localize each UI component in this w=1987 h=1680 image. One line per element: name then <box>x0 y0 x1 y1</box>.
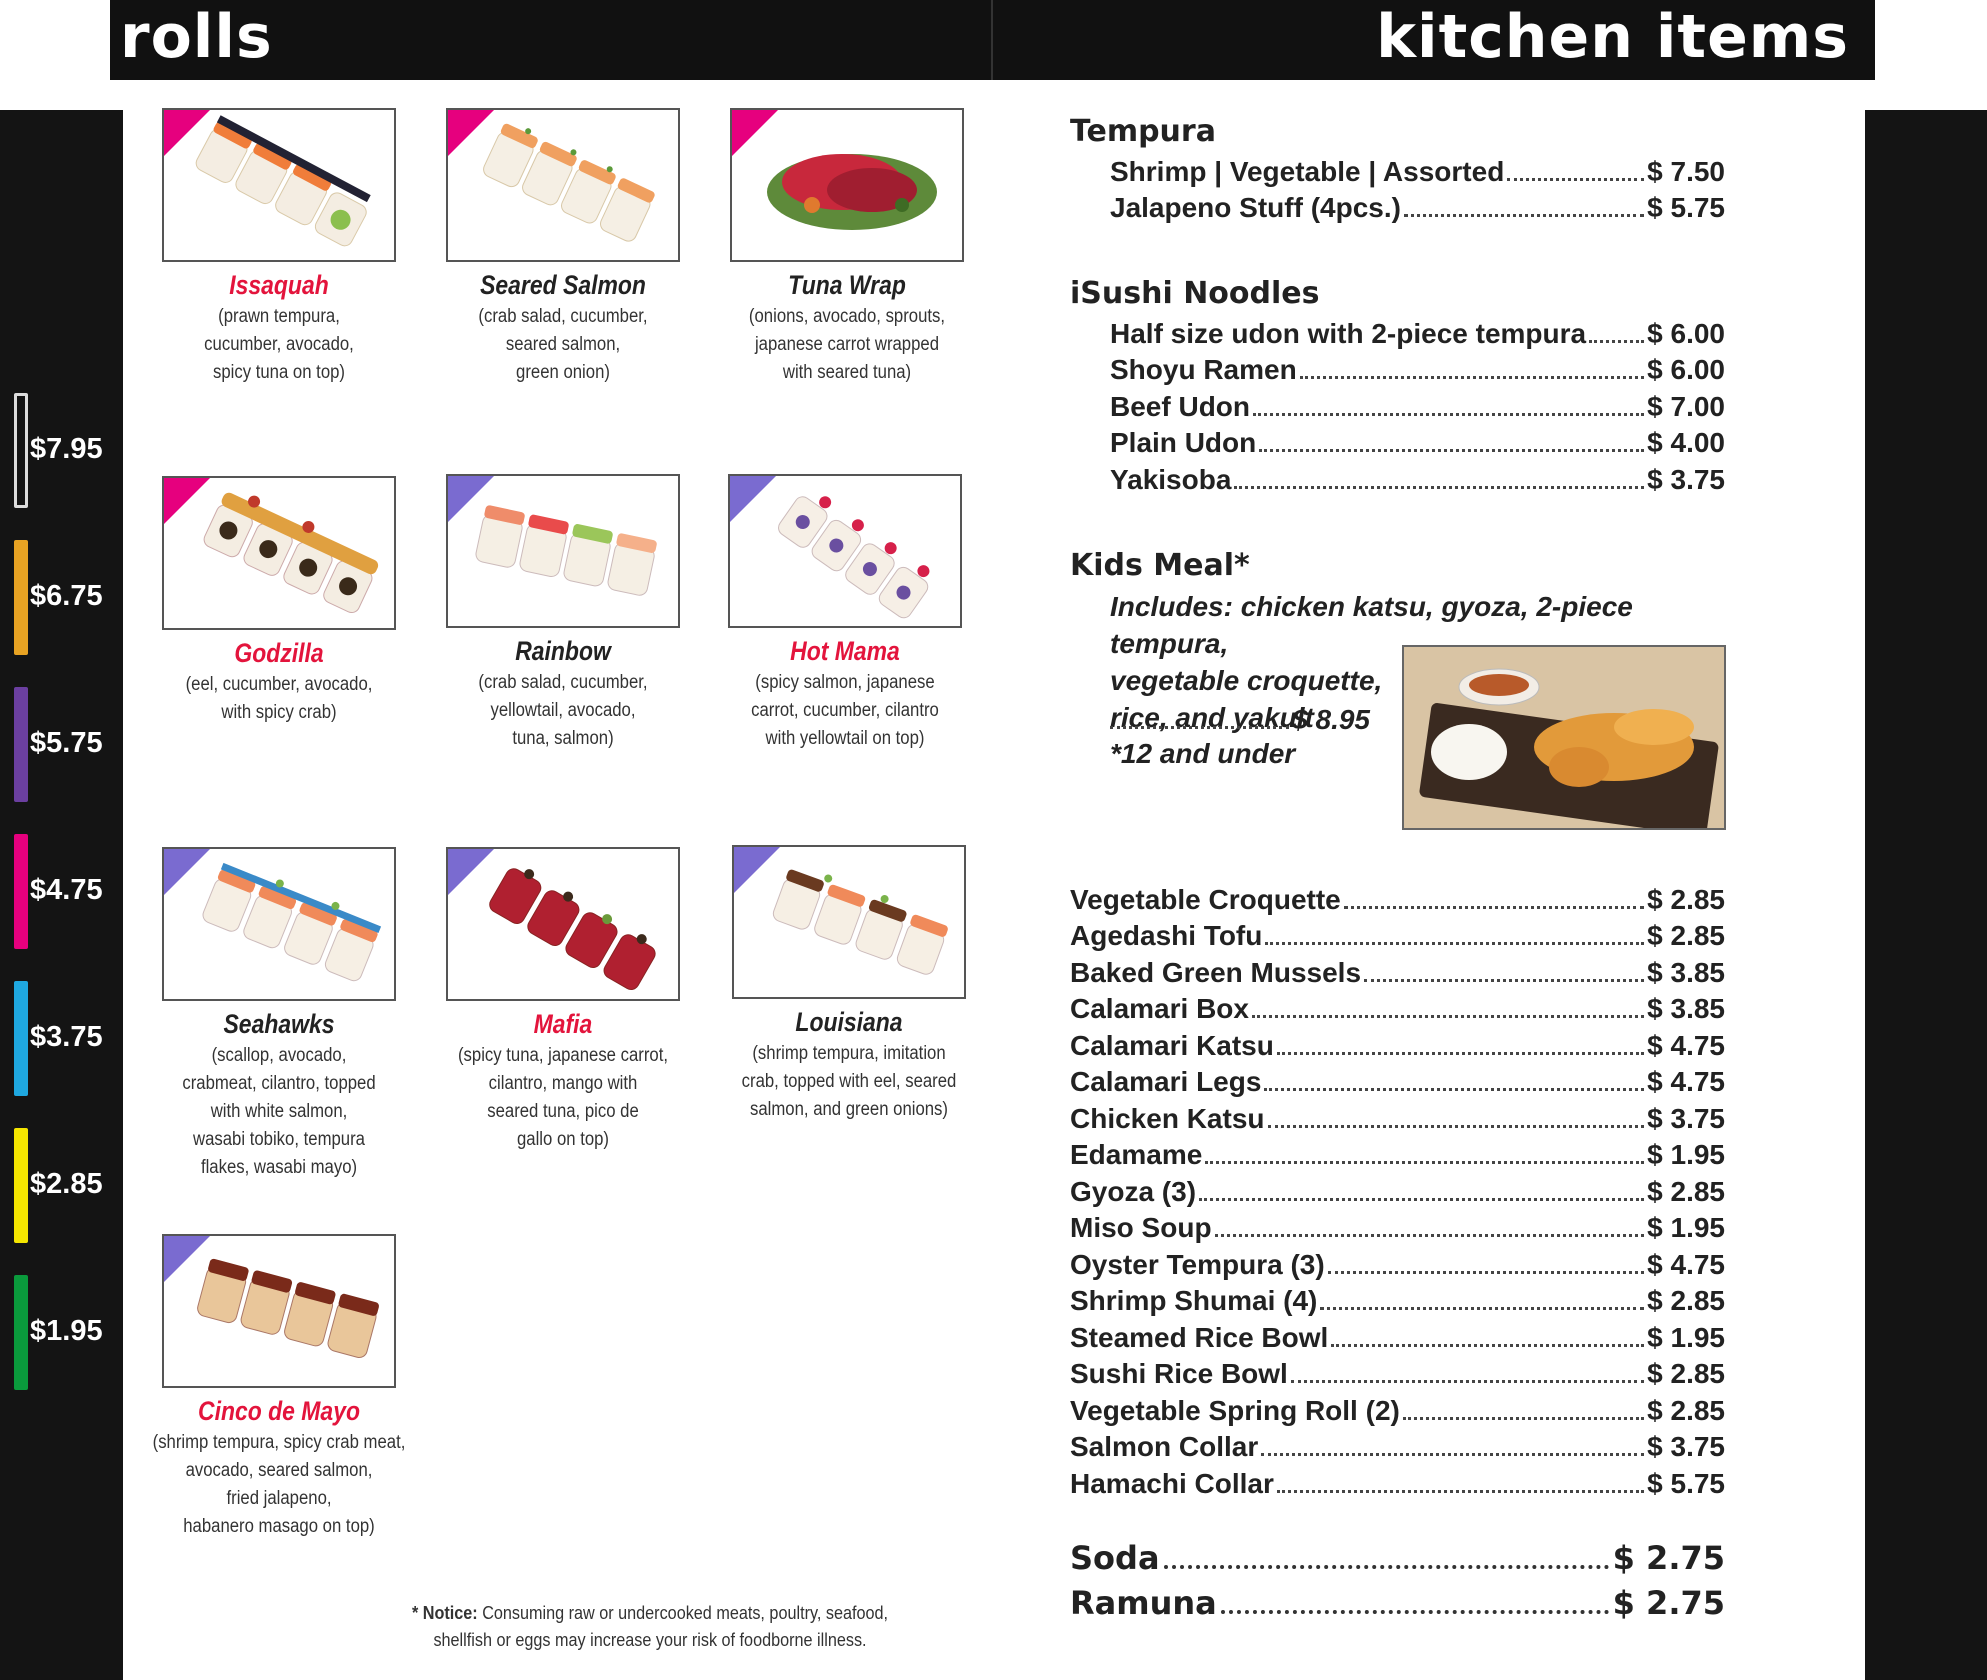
roll-card-hot-mama[interactable] <box>700 474 990 753</box>
roll-name: Mafia <box>533 1009 593 1039</box>
right-side-bar <box>1865 110 1987 1680</box>
roll-card-godzilla[interactable] <box>134 476 424 727</box>
menu-item-row[interactable] <box>1070 1208 1725 1245</box>
item-name: Hamachi Collar <box>1070 1467 1274 1499</box>
menu-item-row[interactable] <box>1070 1244 1725 1281</box>
roll-card-issaquah[interactable] <box>134 108 424 387</box>
roll-photo <box>446 474 680 628</box>
dot-leader <box>1221 1610 1609 1614</box>
item-name: Sushi Rice Bowl <box>1070 1358 1288 1389</box>
item-name: Jalapeno Stuff (4pcs.) <box>1110 192 1401 223</box>
kids-meal-price: $ 8.95 <box>1292 704 1370 735</box>
section-title: Tempura <box>1070 114 1216 149</box>
price-label: $5.75 <box>30 727 103 759</box>
roll-name: Rainbow <box>515 636 611 666</box>
item-name: Salmon Collar <box>1070 1431 1259 1462</box>
roll-photo <box>446 847 680 1001</box>
notice-text: Consuming raw or undercooked meats, poultry, seafood, shellfish or eggs may increase your risk of foodborne illness. <box>433 1603 889 1650</box>
dot-leader <box>1259 449 1644 452</box>
roll-photo <box>728 474 962 628</box>
dot-leader <box>1300 376 1644 379</box>
item-price: $ 4.75 <box>1647 1029 1725 1061</box>
price-color-stripe <box>14 393 28 508</box>
item-price: $ 7.00 <box>1647 390 1725 422</box>
kids-meal-image <box>1404 647 1726 830</box>
tempura-section <box>1070 114 1840 224</box>
menu-item-row[interactable] <box>1070 1463 1725 1500</box>
item-name: Miso Soup <box>1070 1212 1212 1243</box>
kids-meal-line: rice, and yakult <box>1110 702 1314 733</box>
item-name: Beef Udon <box>1110 390 1250 422</box>
kids-meal-age-note: *12 and under <box>1110 738 1296 769</box>
notice-label: * Notice: <box>411 1603 478 1623</box>
roll-photo <box>162 847 396 1001</box>
item-price: $ 3.75 <box>1647 1102 1725 1134</box>
noodles-section <box>1070 276 1840 496</box>
dot-leader <box>1199 1198 1644 1201</box>
item-price: $ 1.95 <box>1647 1321 1725 1353</box>
sides-list <box>1070 879 1725 1500</box>
menu-item-row[interactable] <box>1110 386 1725 423</box>
price-color-stripe <box>14 981 28 1096</box>
item-name: Steamed Rice Bowl <box>1070 1321 1329 1353</box>
menu-item-row[interactable] <box>1110 459 1725 496</box>
item-name: Plain Udon <box>1110 427 1257 458</box>
item-name: Shrimp Shumai (4) <box>1070 1285 1318 1316</box>
roll-description: (scallop, avocado, crabmeat, cilantro, topped with white salmon, wasabi tobiko, tempura flakes, wasabi mayo) <box>182 1045 376 1178</box>
kids-meal-price-row <box>1110 699 1370 736</box>
price-label: $4.75 <box>30 874 103 906</box>
roll-description: (spicy tuna, japanese carrot, cilantro, mango with seared tuna, pico de gallo on top) <box>457 1045 669 1150</box>
dot-leader <box>1291 1380 1644 1383</box>
roll-description: (onions, avocado, sprouts, japanese carrot wrapped with seared tuna) <box>748 306 946 383</box>
dot-leader <box>1328 1271 1644 1274</box>
dot-leader <box>1277 1052 1644 1055</box>
roll-photo <box>732 845 966 999</box>
price-corner-marker <box>448 849 494 895</box>
price-label: $3.75 <box>30 1021 103 1053</box>
item-name: Calamari Box <box>1070 993 1249 1024</box>
drink-row-soda[interactable] <box>1070 1533 1725 1577</box>
dot-leader <box>1265 942 1644 945</box>
menu-item-row[interactable] <box>1070 1354 1725 1391</box>
price-label: $1.95 <box>30 1315 103 1347</box>
menu-item-row[interactable] <box>1070 1317 1725 1354</box>
drink-price: $ 2.75 <box>1612 1584 1725 1622</box>
header-divider <box>991 0 993 80</box>
roll-name: Tuna Wrap <box>788 270 906 300</box>
food-safety-notice <box>362 1600 938 1654</box>
drink-name: Soda <box>1070 1539 1160 1577</box>
dot-leader <box>1277 1490 1644 1493</box>
roll-name: Cinco de Mayo <box>198 1396 360 1426</box>
item-name: Vegetable Spring Roll (2) <box>1070 1394 1400 1426</box>
kids-meal-section <box>1070 548 1840 583</box>
roll-description: (crab salad, cucumber, yellowtail, avocado, tuna, salmon) <box>478 672 648 749</box>
menu-item-row[interactable] <box>1110 350 1725 387</box>
kitchen-items-heading: kitchen items <box>1376 2 1849 72</box>
item-name: Baked Green Mussels <box>1070 956 1362 988</box>
item-price: $ 6.00 <box>1647 317 1725 349</box>
roll-card-seahawks[interactable] <box>134 847 424 1182</box>
price-corner-marker <box>164 110 210 156</box>
roll-name: Seahawks <box>223 1009 335 1039</box>
roll-card-tuna-wrap[interactable] <box>702 108 992 387</box>
dot-leader <box>1320 1307 1644 1310</box>
menu-item-row[interactable] <box>1110 151 1725 188</box>
item-name: Shrimp | Vegetable | Assorted <box>1110 155 1505 187</box>
price-corner-marker <box>448 476 494 522</box>
item-price: $ 3.75 <box>1647 1431 1725 1462</box>
item-price: $ 3.75 <box>1647 463 1725 495</box>
dot-leader <box>1205 1161 1644 1164</box>
roll-card-rainbow[interactable] <box>418 474 708 753</box>
price-legend-item <box>0 834 123 949</box>
roll-photo <box>446 108 680 262</box>
price-legend-item <box>0 540 123 655</box>
price-label: $6.75 <box>30 580 103 612</box>
menu-item-row[interactable] <box>1110 423 1725 460</box>
dot-leader <box>1215 1234 1645 1237</box>
price-color-stripe <box>14 687 28 802</box>
item-price: $ 4.00 <box>1647 427 1725 458</box>
kids-meal-line: vegetable croquette, <box>1110 665 1383 696</box>
rolls-heading: rolls <box>120 2 273 72</box>
drink-name: Ramuna <box>1070 1584 1217 1622</box>
price-corner-marker <box>164 478 210 524</box>
dot-leader <box>1344 906 1644 909</box>
dot-leader <box>1261 1453 1644 1456</box>
dot-leader <box>1253 413 1644 416</box>
item-price: $ 4.75 <box>1647 1248 1725 1280</box>
roll-name: Hot Mama <box>790 636 900 666</box>
item-price: $ 2.85 <box>1647 1175 1725 1207</box>
price-color-stripe <box>14 540 28 655</box>
price-color-stripe <box>14 1128 28 1243</box>
roll-photo <box>730 108 964 262</box>
menu-item-row[interactable] <box>1070 989 1725 1026</box>
dot-leader <box>1403 1417 1644 1420</box>
item-price: $ 3.85 <box>1647 993 1725 1024</box>
dot-leader <box>1589 340 1644 343</box>
menu-item-row[interactable] <box>1110 188 1725 225</box>
roll-photo <box>162 108 396 262</box>
price-color-stripe <box>14 1275 28 1390</box>
kids-meal-photo <box>1402 645 1726 830</box>
item-price: $ 4.75 <box>1647 1066 1725 1097</box>
roll-name: Issaquah <box>229 270 329 300</box>
menu-item-row[interactable] <box>1070 1171 1725 1208</box>
section-title: iSushi Noodles <box>1070 276 1320 311</box>
menu-item-row[interactable] <box>1070 952 1725 989</box>
price-legend-bar <box>0 110 123 1680</box>
menu-item-row[interactable] <box>1070 1098 1725 1135</box>
item-price: $ 5.75 <box>1647 192 1725 223</box>
price-legend-item <box>0 1128 123 1243</box>
roll-card-cinco-de-mayo[interactable] <box>134 1234 424 1541</box>
menu-item-row[interactable] <box>1070 916 1725 953</box>
roll-description: (eel, cucumber, avocado, with spicy crab) <box>185 674 373 723</box>
roll-photo <box>162 1234 396 1388</box>
dot-leader <box>1331 1344 1644 1347</box>
roll-card-mafia[interactable] <box>418 847 708 1154</box>
menu-item-row[interactable] <box>1070 1281 1725 1318</box>
roll-name: Godzilla <box>234 638 324 668</box>
dot-leader <box>1110 726 1289 729</box>
item-price: $ 6.00 <box>1647 354 1725 385</box>
price-legend-item <box>0 393 123 508</box>
item-price: $ 2.85 <box>1647 920 1725 951</box>
noodle-items <box>1070 313 1725 496</box>
section-title: Kids Meal* <box>1070 548 1250 583</box>
drink-price: $ 2.75 <box>1612 1539 1725 1577</box>
item-name: Edamame <box>1070 1139 1203 1170</box>
item-name: Calamari Katsu <box>1070 1029 1274 1061</box>
item-price: $ 2.85 <box>1647 1285 1725 1316</box>
menu-item-row[interactable] <box>1070 879 1725 916</box>
item-price: $ 3.85 <box>1647 956 1725 988</box>
roll-photo <box>162 476 396 630</box>
dot-leader <box>1234 486 1644 489</box>
price-legend-item <box>0 1275 123 1390</box>
dot-leader <box>1507 178 1644 181</box>
menu-item-row[interactable] <box>1070 1025 1725 1062</box>
price-label: $2.85 <box>30 1168 103 1200</box>
price-corner-marker <box>448 110 494 156</box>
roll-card-louisiana[interactable] <box>704 845 994 1124</box>
menu-item-row[interactable] <box>1070 1390 1725 1427</box>
item-name: Vegetable Croquette <box>1070 883 1341 915</box>
menu-item-row[interactable] <box>1070 1427 1725 1464</box>
price-legend-item <box>0 981 123 1096</box>
item-price: $ 2.85 <box>1647 883 1725 915</box>
price-corner-marker <box>730 476 776 522</box>
roll-description: (shrimp tempura, imitation crab, topped with eel, seared salmon, and green onions) <box>741 1043 957 1120</box>
roll-description: (spicy salmon, japanese carrot, cucumber, cilantro with yellowtail on top) <box>751 672 939 749</box>
price-corner-marker <box>734 847 780 893</box>
item-price: $ 5.75 <box>1647 1467 1725 1499</box>
dot-leader <box>1268 1125 1645 1128</box>
roll-name: Louisiana <box>795 1007 903 1037</box>
item-name: Chicken Katsu <box>1070 1102 1265 1134</box>
roll-description: (shrimp tempura, spicy crab meat, avocado, seared salmon, fried jalapeno, habanero masago on top) <box>152 1432 406 1537</box>
dot-leader <box>1252 1015 1644 1018</box>
tempura-items <box>1070 151 1725 224</box>
dot-leader <box>1364 979 1644 982</box>
item-name: Yakisoba <box>1110 463 1232 495</box>
price-label: $7.95 <box>30 433 103 465</box>
dot-leader <box>1264 1088 1644 1091</box>
roll-description: (prawn tempura, cucumber, avocado, spicy tuna on top) <box>204 306 354 383</box>
item-price: $ 1.95 <box>1647 1212 1725 1243</box>
price-corner-marker <box>164 1236 210 1282</box>
item-name: Agedashi Tofu <box>1070 920 1263 951</box>
price-corner-marker <box>164 849 210 895</box>
roll-description: (crab salad, cucumber, seared salmon, green onion) <box>478 306 648 383</box>
item-name: Shoyu Ramen <box>1110 354 1297 385</box>
item-name: Gyoza (3) <box>1070 1175 1197 1207</box>
item-name: Half size udon with 2-piece tempura <box>1110 317 1587 349</box>
menu-item-row[interactable] <box>1110 313 1725 350</box>
dot-leader <box>1404 214 1644 217</box>
menu-item-row[interactable] <box>1070 1062 1725 1099</box>
item-price: $ 2.85 <box>1647 1394 1725 1426</box>
drink-row-ramuna[interactable] <box>1070 1578 1725 1622</box>
kids-meal-line: Includes: chicken katsu, gyoza, 2-piece tempura, <box>1110 591 1633 659</box>
roll-name: Seared Salmon <box>480 270 646 300</box>
item-name: Calamari Legs <box>1070 1066 1262 1097</box>
item-price: $ 2.85 <box>1647 1358 1725 1389</box>
item-price: $ 7.50 <box>1647 155 1725 187</box>
roll-card-seared-salmon[interactable] <box>418 108 708 387</box>
item-name: Oyster Tempura (3) <box>1070 1248 1325 1280</box>
menu-item-row[interactable] <box>1070 1135 1725 1172</box>
dot-leader <box>1164 1565 1609 1569</box>
price-color-stripe <box>14 834 28 949</box>
item-price: $ 1.95 <box>1647 1139 1725 1170</box>
price-corner-marker <box>732 110 778 156</box>
price-legend-item <box>0 687 123 802</box>
